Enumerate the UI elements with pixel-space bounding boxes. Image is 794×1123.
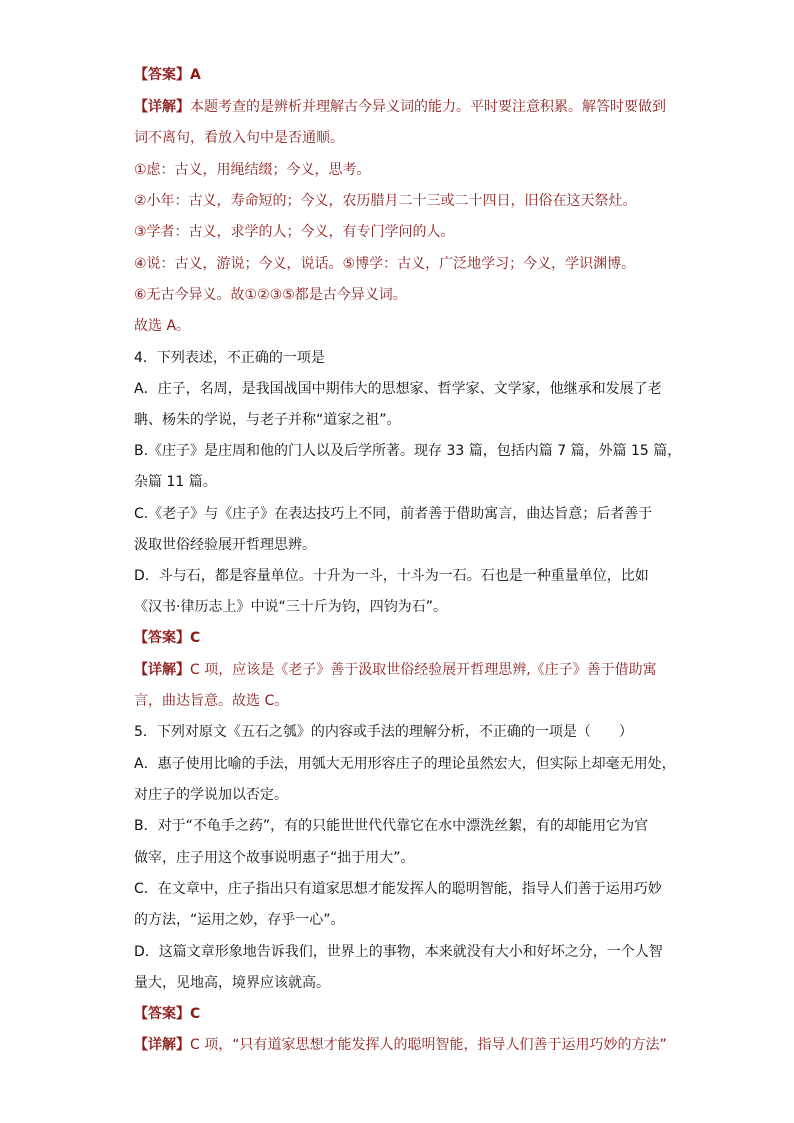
answer-value: A [190, 67, 201, 83]
answer-line-q5 [134, 1004, 674, 1024]
answer-value: C [190, 630, 201, 646]
detail-line [134, 660, 674, 680]
option-c: C．在文章中，庄子指出只有道家思想才能发挥人的聪明智能，指导人们善于运用巧妙 [134, 881, 662, 897]
option-c-cont: 的方法，“运用之妙，存乎一心”。 [134, 912, 345, 928]
question-stem: 5．下列对原文《五石之瓠》的内容或手法的理解分析，不正确的一项是（ ） [134, 724, 633, 740]
detail-line: ②小年：古义，寿命短的；今义，农历腊月二十三或二十四日，旧俗在这天祭灶。 [134, 193, 637, 209]
option-a-cont: 对庄子的学说加以否定。 [134, 787, 288, 803]
detail-line [134, 97, 674, 117]
detail-line: 词不离句，看放入句中是否通顺。 [134, 130, 344, 146]
option-a-cont: 聃、杨朱的学说，与老子并称“道家之祖”。 [134, 412, 401, 428]
detail-line: ⑥无古今异义。故①②③⑤都是古今异义词。 [134, 287, 407, 303]
detail-line: ④说：古义，游说；今义，说话。⑤博学：古义，广泛地学习；今义，学识渊博。 [134, 256, 636, 272]
detail-line: ①虑：古义，用绳结缀；今义，思考。 [134, 162, 371, 178]
option-b: B．对于“不龟手之药”，有的只能世世代代靠它在水中漂洗丝絮，有的却能用它为官 [134, 818, 649, 834]
option-a: A．庄子，名周，是我国战国中期伟大的思想家、哲学家、文学家，他继承和发展了老 [134, 381, 662, 397]
option-d-cont: 量大，见地高，境界应该就高。 [134, 975, 330, 991]
detail-text: C 项，应该是《老子》善于汲取世俗经验展开哲理思辨,《庄子》善于借助寓 [190, 662, 657, 678]
detail-line: 故选 A。 [134, 318, 191, 334]
option-d: D．斗与石，都是容量单位。十升为一斗，十斗为一石。石也是一种重量单位，比如 [134, 568, 649, 584]
option-c-cont: 汲取世俗经验展开哲理思辨。 [134, 537, 316, 553]
answer-value: C [190, 1006, 201, 1022]
detail-text: 本题考查的是辨析并理解古今异义词的能力。平时要注意积累。解答时要做到 [190, 99, 666, 115]
detail-line: ③学者：古义，求学的人；今义，有专门学问的人。 [134, 224, 455, 240]
detail-line [134, 1035, 674, 1055]
answer-line-q3 [134, 65, 674, 85]
option-b-cont: 做宰，庄子用这个故事说明惠子“拙于用大”。 [134, 850, 415, 866]
option-d: D．这篇文章形象地告诉我们，世界上的事物，本来就没有大小和好坏之分，一个人智 [134, 944, 663, 960]
option-b: B.《庄子》是庄周和他的门人以及后学所著。现存 33 篇，包括内篇 7 篇，外篇 15 篇， [134, 443, 682, 459]
option-a: A．惠子使用比喻的手法，用瓠大无用形容庄子的理论虽然宏大，但实际上却毫无用处， [134, 756, 676, 772]
answer-tag: 【答案】 [134, 1006, 190, 1022]
question-stem: 4．下列表述，不正确的一项是 [134, 350, 325, 366]
answer-tag: 【答案】 [134, 630, 190, 646]
detail-tag: 【详解】 [134, 99, 190, 115]
answer-line-q4 [134, 628, 674, 648]
option-d-cont: 《汉书·律历志上》中说“三十斤为钧，四钧为石”。 [134, 599, 447, 615]
detail-tag: 【详解】 [134, 1037, 190, 1053]
option-b-cont: 杂篇 11 篇。 [134, 474, 217, 490]
detail-line: 言，曲达旨意。故选 C。 [134, 693, 289, 709]
answer-tag: 【答案】 [134, 67, 190, 83]
detail-text: C 项，“只有道家思想才能发挥人的聪明智能，指导人们善于运用巧妙的方法” [190, 1037, 667, 1053]
detail-tag: 【详解】 [134, 662, 190, 678]
option-c: C.《老子》与《庄子》在表达技巧上不同，前者善于借助寓言，曲达旨意；后者善于 [134, 506, 653, 522]
